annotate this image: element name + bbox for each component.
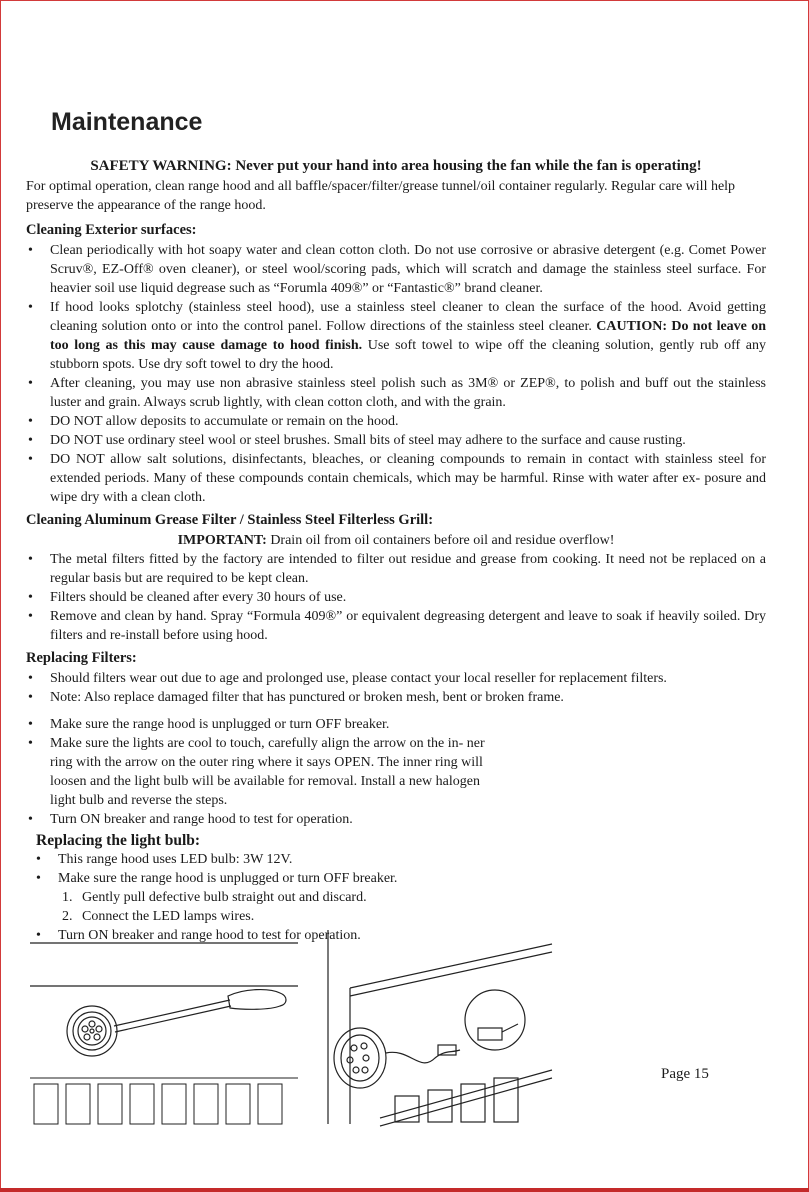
replacing-filters-heading: Replacing Filters: <box>26 650 137 666</box>
page-bottom-rule <box>0 1188 809 1192</box>
halogen-list <box>26 715 496 829</box>
list-item: • DO NOT allow deposits to accumulate or remain on the hood. <box>26 412 766 431</box>
list-item-splotchy <box>26 298 766 374</box>
safety-warning: SAFETY WARNING: Never put your hand into area housing the fan while the fan is operating! <box>90 158 702 174</box>
list-item: • Turn ON breaker and range hood to test for operation. <box>26 810 496 829</box>
list-item: • Make sure the lights are cool to touch, carefully align the arrow on the in- ner ring with the arrow on the outer ring where it says OPEN. The inner ring will loosen and the light bulb will be available for removal. Install a new halogen light bulb and reverse the steps. <box>26 734 496 810</box>
important-note <box>26 531 766 550</box>
list-item: • Note: Also replace damaged filter that has punctured or broken mesh, bent or broken frame. <box>26 688 766 707</box>
caution-text: CAUTION: Do not leave on too long as this may cause damage to hood finish. <box>50 319 767 353</box>
list-item: • The metal filters fitted by the factory are intended to filter out residue and grease from cooking. It need not be replaced on a regular basis but are required to be kept clean. <box>26 550 766 588</box>
list-item: • This range hood uses LED bulb: 3W 12V. <box>34 850 496 869</box>
list-item: • After cleaning, you may use non abrasive stainless steel polish such as 3M® or ZEP®, to polish and buff out the stainless luster and grain. Always scrub lightly, with clean cotton cloth, and with the grain. <box>26 374 766 412</box>
step-text: Connect the LED lamps wires. <box>82 909 255 924</box>
step-number: 1. <box>62 890 73 905</box>
splotchy-text: If hood looks splotchy (stainless steel hood), use a stainless steel cleaner to clean the surface of the hood. Avoid getting cleaning solution onto or into the control panel. Follow directions of the stainless steel cleaner. <box>50 300 766 334</box>
step-item <box>62 907 496 926</box>
list-item: • DO NOT use ordinary steel wool or steel brushes. Small bits of steel may adhere to the surface and cause rusting. <box>26 431 766 450</box>
step-text: Gently pull defective bulb straight out and discard. <box>82 890 367 905</box>
light-bulb-heading: Replacing the light bulb: <box>36 832 201 849</box>
list-item: • Clean periodically with hot soapy water and clean cotton cloth. Do not use corrosive or abrasive detergent (e.g. Comet Power Scruv®, EZ-Off® oven cleaner), or steel wool/scoring pads, which will scratch and damage the stainless steel surface. For heavier soil use liquid degrease such as “Forumla 409®” or “Fantastic®” brand cleaner. <box>26 241 766 298</box>
led-wiring-illustration <box>320 928 560 1128</box>
filter-list <box>26 550 766 645</box>
light-bulb-list <box>34 850 496 888</box>
important-text: Drain oil from oil containers before oil and residue overflow! <box>270 533 615 548</box>
step-number: 2. <box>62 909 73 924</box>
list-item: • Filters should be cleaned after every 30 hours of use. <box>26 588 766 607</box>
exterior-list <box>26 241 766 507</box>
list-item: • Should filters wear out due to age and prolonged use, please contact your local reseller for replacement filters. <box>26 669 766 688</box>
list-item: • Turn ON breaker and range hood to test for operation. <box>34 926 496 945</box>
important-label: IMPORTANT: <box>177 533 267 548</box>
splotchy-text-after: Use soft towel to wipe off the cleaning solution, gently rub off any stubborn spots. Use dry soft towel to dry the hood. <box>50 338 767 372</box>
step-item <box>62 888 496 907</box>
led-removal-illustration <box>30 938 300 1128</box>
light-bulb-steps <box>26 888 496 926</box>
page-title: Maintenance <box>51 108 203 136</box>
filter-heading: Cleaning Aluminum Grease Filter / Stainless Steel Filterless Grill: <box>26 512 434 528</box>
page-number: Page 15 <box>661 1066 709 1082</box>
halogen-section <box>26 715 496 945</box>
list-item: • Make sure the range hood is unplugged or turn OFF breaker. <box>34 869 496 888</box>
list-item: • Remove and clean by hand. Spray “Formula 409®” or equivalent degreasing detergent and leave to soak if heavily soiled. Dry filters and re-install before using hood. <box>26 607 766 645</box>
list-item: • DO NOT allow salt solutions, disinfectants, bleaches, or cleaning compounds to remain in contact with stainless steel for extended periods. Many of these compounds contain chemicals, which may be harmful. Rinse with water after ex- posure and wipe dry with a clean cloth. <box>26 450 766 507</box>
exterior-heading: Cleaning Exterior surfaces: <box>26 222 197 238</box>
intro-paragraph: For optimal operation, clean range hood and all baffle/spacer/filter/grease tunnel/oil container regularly. Regular care will help preserve the appearance of the range hood. <box>26 179 736 213</box>
list-item: • Make sure the range hood is unplugged or turn OFF breaker. <box>26 715 496 734</box>
page-content <box>26 157 766 945</box>
replacing-filters-list <box>26 669 766 707</box>
